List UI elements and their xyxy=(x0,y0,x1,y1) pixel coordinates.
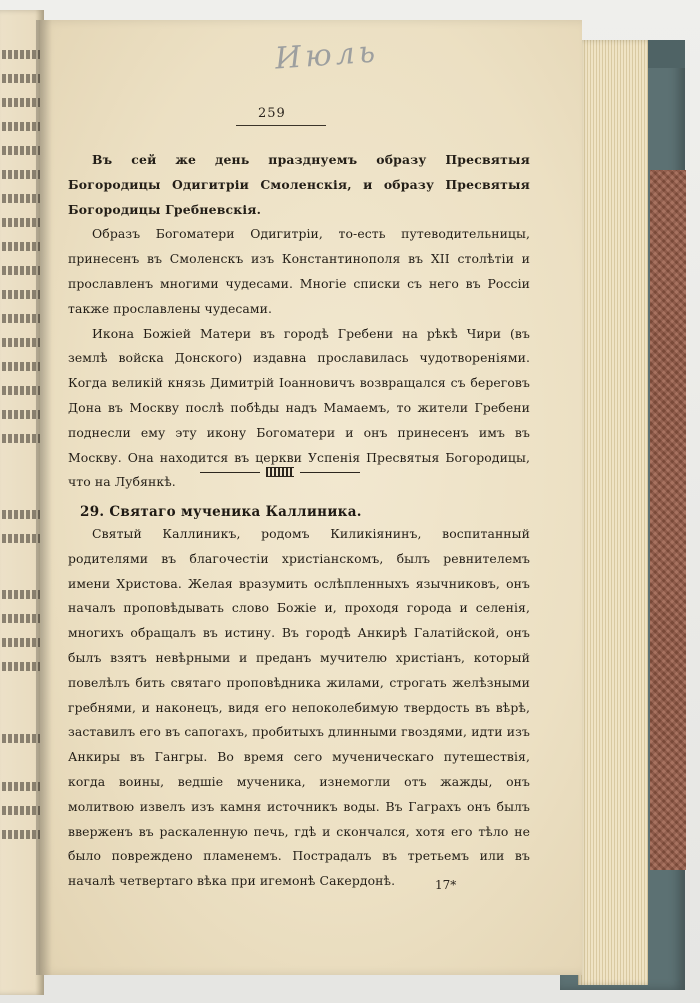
cover-leather-spine xyxy=(650,170,686,870)
paragraph-grebnevskaya: Икона Божіей Матери въ городѣ Гребени на рѣкѣ Чири (въ землѣ войска Донского) издавна прославилась чудотвореніями. Когда великій князь Димитрій Іоанновичъ возвращался съ береговъ Дона въ Москву послѣ побѣды надъ Мамаемъ, то жители Гребени поднесли ему эту икону Богоматери и онъ принесенъ имъ въ Москву. Она находится въ церкви Успенія Пресвятыя Богородицы, что на Лубянкѣ. xyxy=(68,325,530,490)
signature-mark: 17* xyxy=(435,878,457,892)
section-divider-ornament xyxy=(200,468,360,476)
page-number: 259 xyxy=(258,106,286,121)
intro-text: Въ сей же день празднуемъ образу Пресвятыя Богородицы Одигитріи Смоленскія, и образу Пресвятыя Богородицы Гребневскія. xyxy=(68,152,530,217)
section-heading: 29. Святаго мученика Каллиника. xyxy=(80,504,362,520)
paragraph-kallinik: Святый Каллиникъ, родомъ Киликіянинъ, воспитанный родителями въ благочестіи христіанскомъ, былъ ревнителемъ имени Христова. Желая вразумить ослѣпленныхъ язычниковъ, онъ началъ проповѣдывать слово Божіе и, проходя города и селенія, многихъ обращалъ въ истину. Въ городѣ Анкирѣ Галатійской, онъ былъ взятъ невѣрными и преданъ мучителю христіанъ, который повелѣлъ бить святаго проповѣдника жилами, строгать желѣзными гребнями, и наконецъ, видя его непоколебимую твердость въ вѣрѣ, заставилъ его въ сапогахъ, пробитыхъ длинными гвоздями, идти изъ Анкиры въ Гангры. Во время сего мученическаго путешествія, когда воины, ведшіе мученика, изнемогли отъ жажды, онъ молитвою извелъ изъ камня источникъ воды. Въ Гаграхъ онъ былъ вверженъ въ раскаленную печь, гдѣ и скончался, хотя его тѣло не было повреждено пламенемъ. Пострадалъ въ третьемъ или въ началѣ четвертаго вѣка при игемонѣ Сакердонѣ. xyxy=(68,526,530,889)
previous-page-edge xyxy=(0,10,44,995)
handwritten-note: Июль xyxy=(273,34,381,77)
body-text xyxy=(68,522,530,894)
intro-paragraph xyxy=(68,148,530,495)
paragraph-odigitria: Образъ Богоматери Одигитріи, то-есть путеводительницы, принесенъ въ Смоленскъ изъ Константинополя въ XII столѣтіи и прославленъ многими чудесами. Многіе списки съ него въ Россіи также прославлены чудесами. xyxy=(68,226,530,316)
page-number-rule xyxy=(236,125,326,126)
book-page xyxy=(40,20,582,975)
page-edges xyxy=(578,40,648,985)
